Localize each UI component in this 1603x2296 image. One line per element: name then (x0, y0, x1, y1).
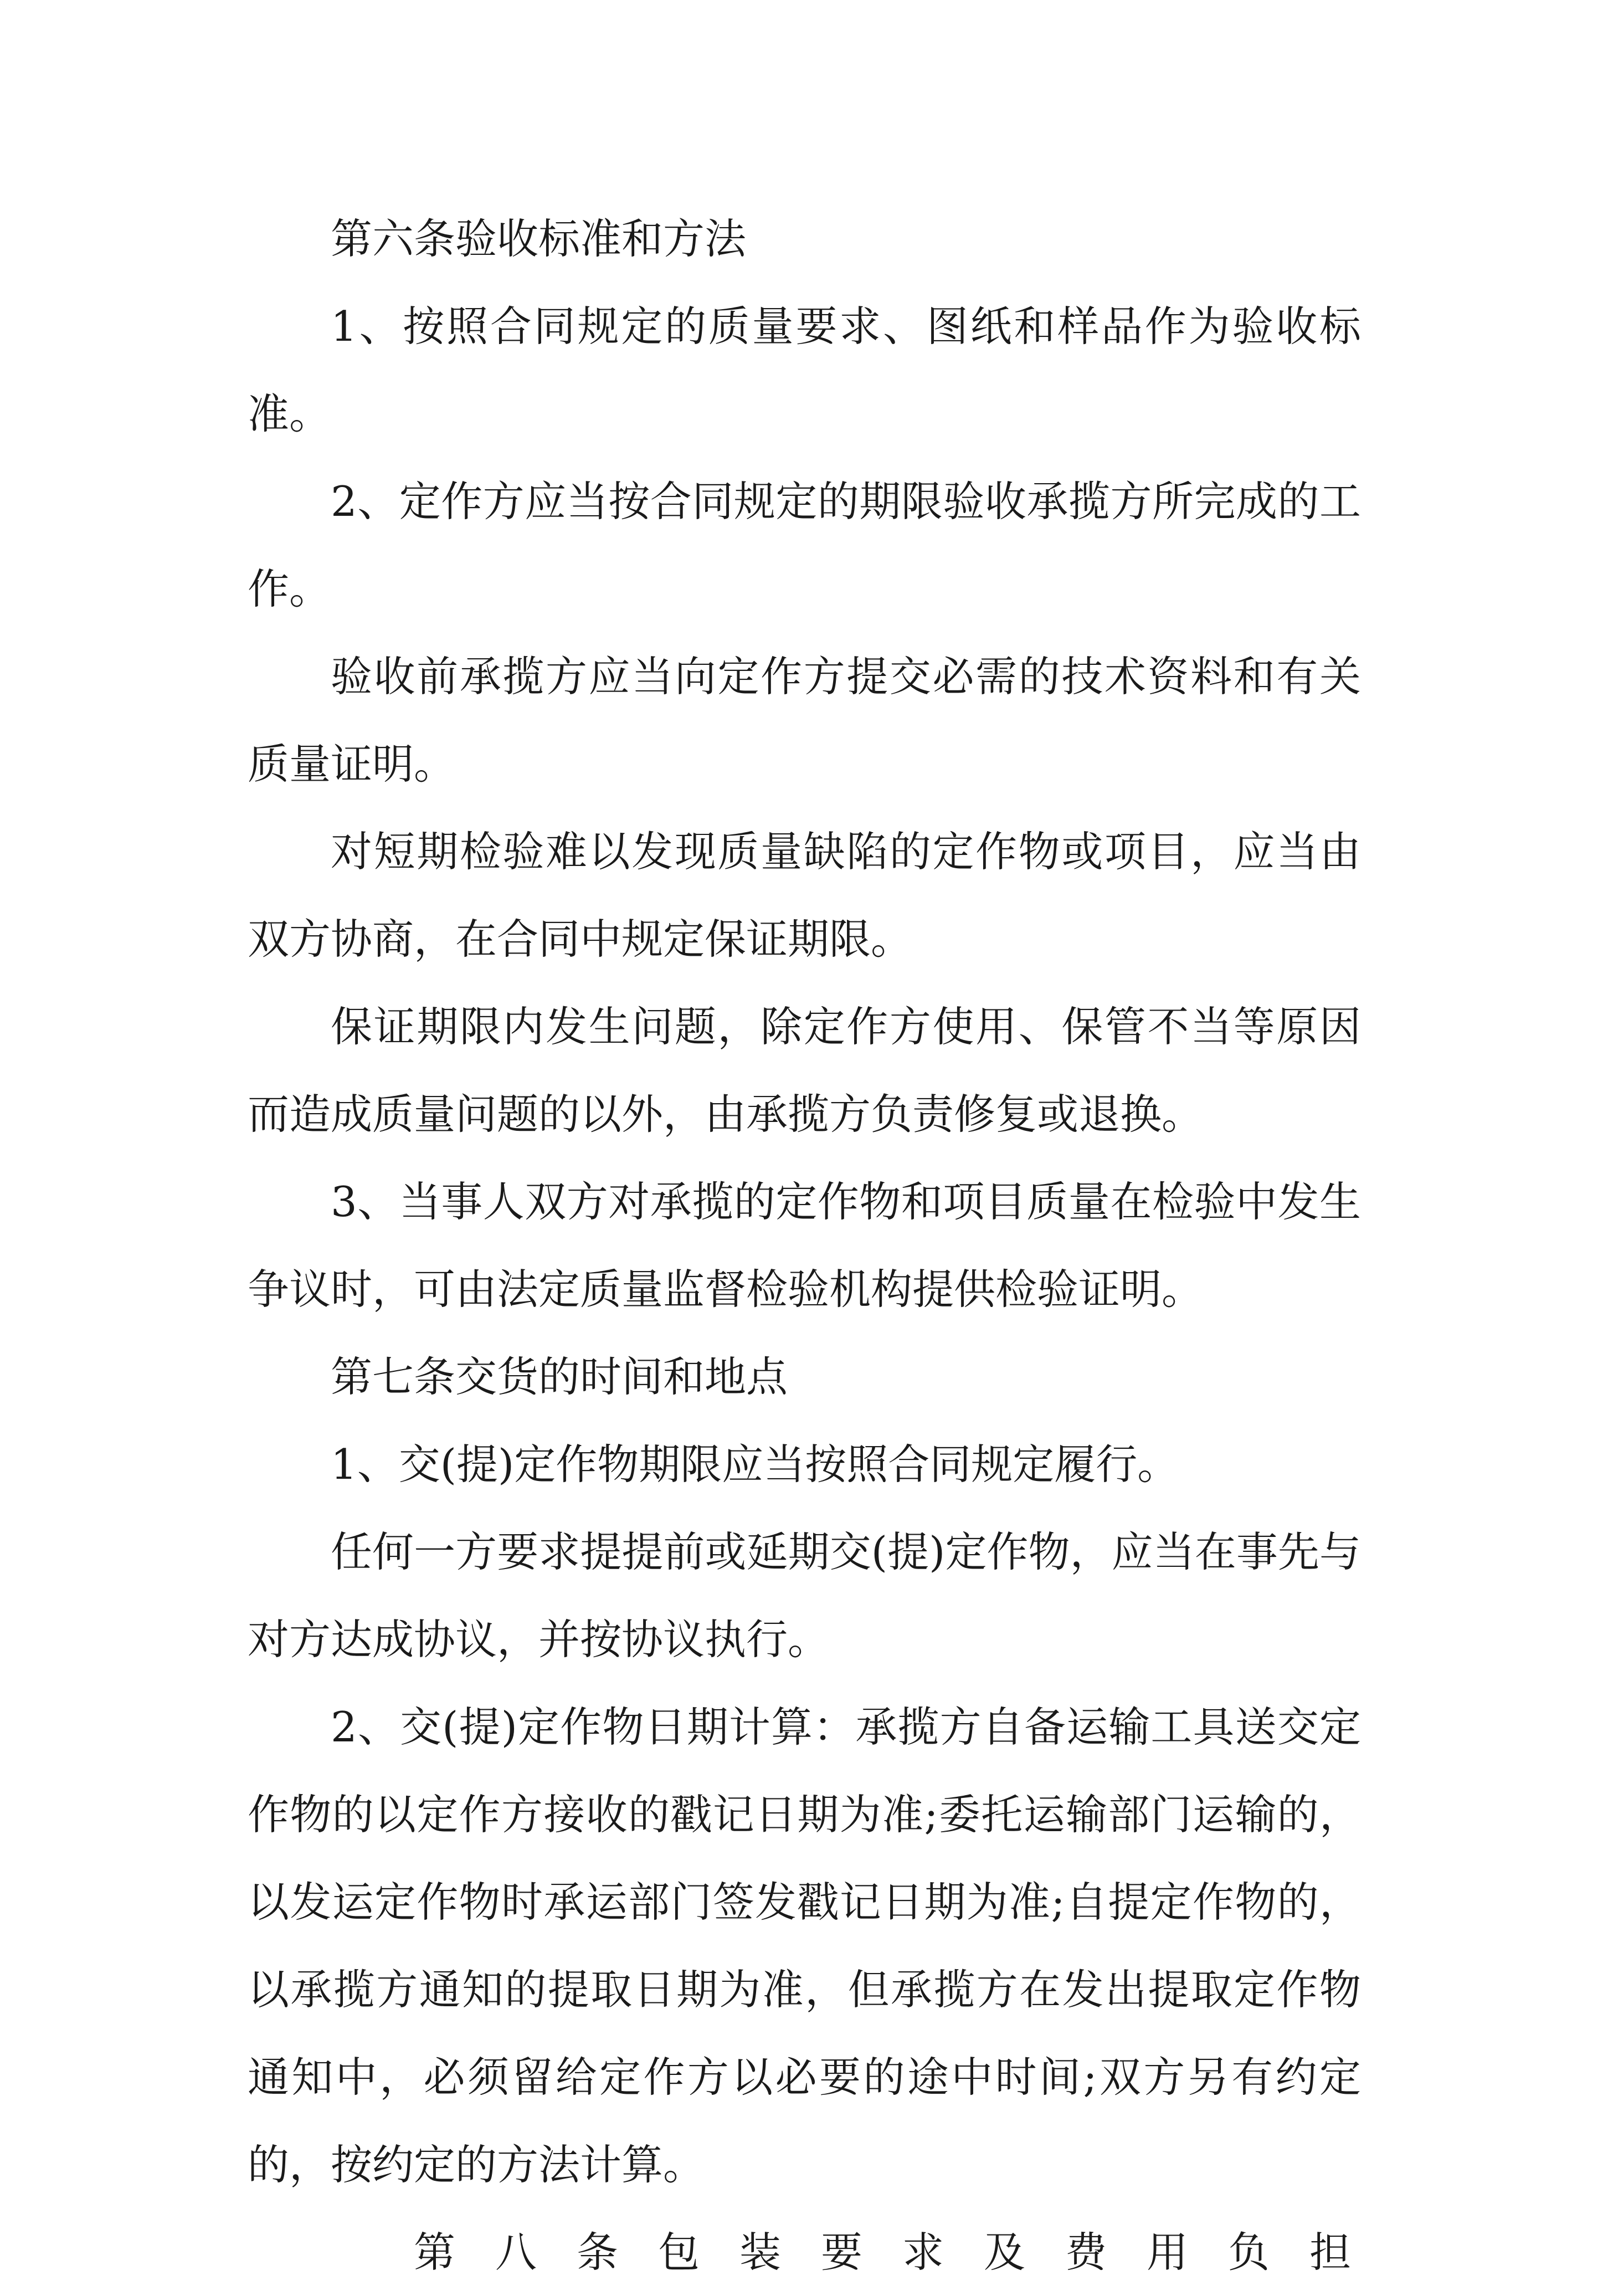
paragraph: 保证期限内发生问题，除定作方使用、保管不当等原因而造成质量问题的以外，由承揽方负责修复或退换。 (248, 1002, 1361, 1139)
paragraph: 1、按照合同规定的质量要求、图纸和样品作为验收标准。 (248, 302, 1361, 438)
section-7-heading: 第七条交货的时间和地点 (331, 1352, 788, 1401)
paragraph: 验收前承揽方应当向定作方提交必需的技术资料和有关质量证明。 (248, 652, 1361, 788)
section-6-heading: 第六条验收标准和方法 (331, 214, 747, 263)
paragraph: 1、交(提)定作物期限应当按照合同规定履行。 (331, 1440, 1179, 1489)
paragraph: 3、当事人双方对承揽的定作物和项目质量在检验中发生争议时，可由法定质量监督检验机构提供检验证明。 (248, 1177, 1361, 1314)
document-body (248, 195, 1391, 2296)
paragraph: 2、定作方应当按合同规定的期限验收承揽方所完成的工作。 (248, 477, 1361, 613)
paragraph: 任何一方要求提提前或延期交(提)定作物，应当在事先与对方达成协议，并按协议执行。 (248, 1528, 1361, 1664)
paragraph: 2、交(提)定作物日期计算：承揽方自备运输工具送交定作物的以定作方接收的戳记日期为准;委托运输部门运输的，以发运定作物时承运部门签发戳记日期为准;自提定作物的，以承揽方通知的提取日期为准，但承揽方在发出提取定作物通知中，必须留给定作方以必要的途中时间;双方另有约定的，按约定的方法计算。 (248, 1703, 1361, 2189)
paragraph: 对短期检验难以发现质量缺陷的定作物或项目，应当由双方协商，在合同中规定保证期限。 (248, 827, 1361, 964)
section-8-heading: 第八条包装要求及费用负担 (414, 2228, 1391, 2277)
